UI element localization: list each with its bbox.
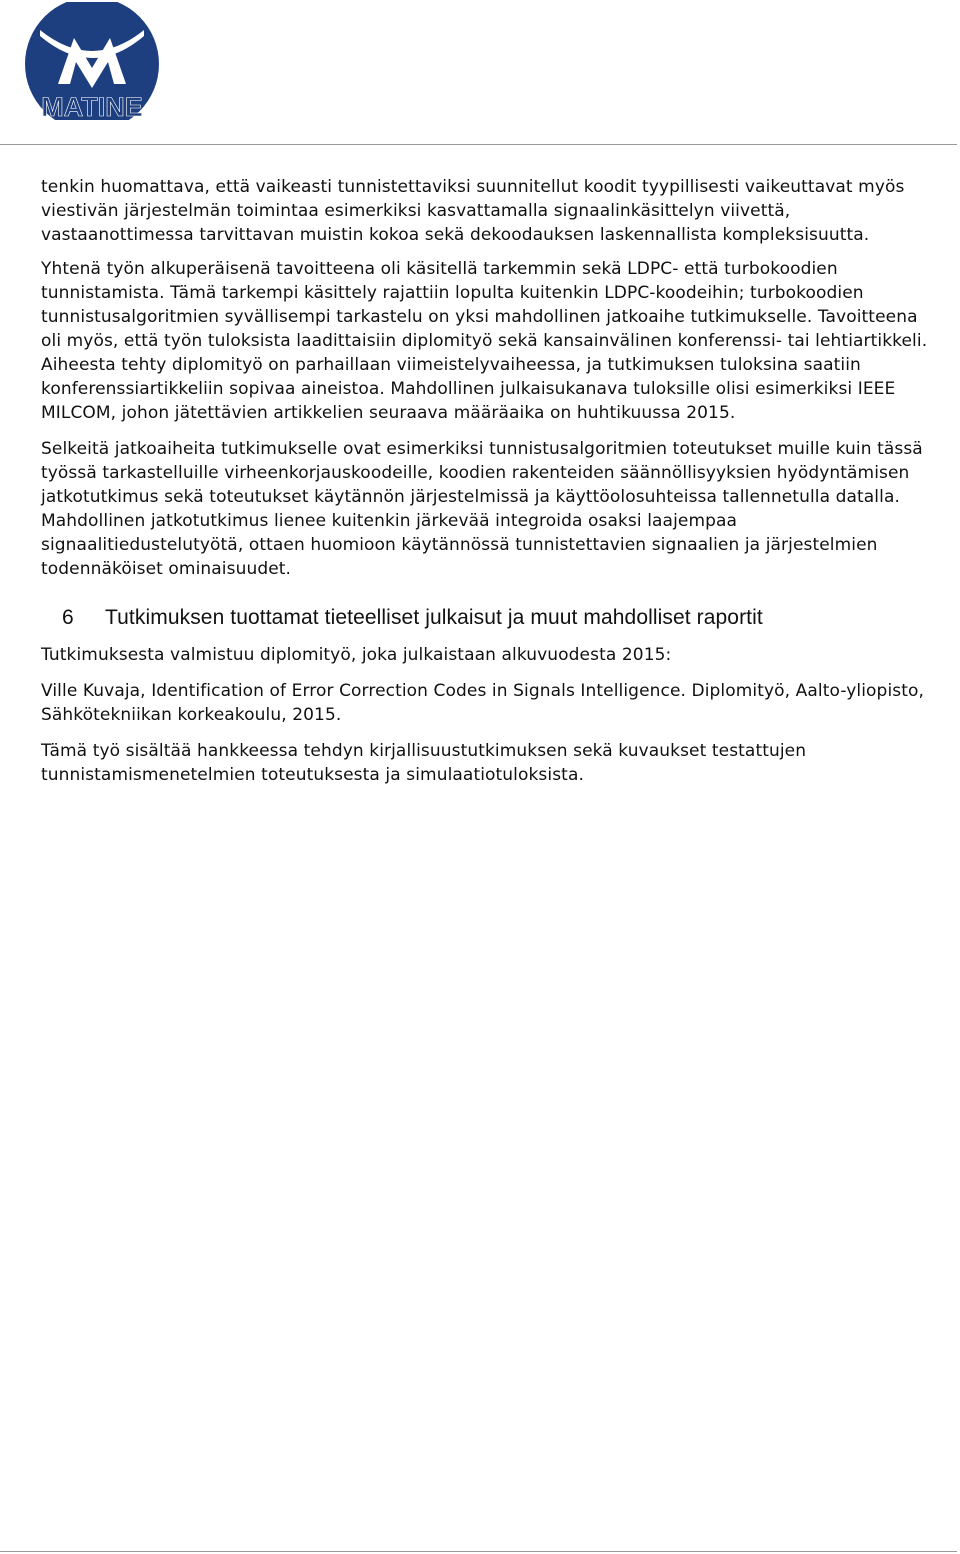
matine-logo xyxy=(22,2,162,120)
section-title: Tutkimuksen tuottamat tieteelliset julkaisut ja muut mahdolliset raportit xyxy=(105,606,763,629)
section-number: 6 xyxy=(62,606,74,629)
paragraph-2: Yhtenä työn alkuperäisenä tavoitteena oli käsitellä tarkemmin sekä LDPC- että turbokoodien tunnistamista. Tämä tarkempi käsittely rajattiin lopulta kuitenkin LDPC-koodeihin; turbokoodien tunnistusalgoritmien syvällisempi tarkastelu on yksi mahdollinen jatkoaihe tutkimukselle. Tavoitteena oli myös, että työn tuloksista laadittaisiin diplomityö sekä kansainvälinen konferenssi- tai lehtiartikkeli. Aiheesta tehty diplomityö on parhaillaan viimeistelyvaiheessa, ja tutkimuksen tuloksina saatiin konferenssiartikkeliin sopivaa aineistoa. Mahdollinen julkaisukanava tuloksille olisi esimerkiksi IEEE MILCOM, johon jätettävien artikkelien seuraava määräaika on huhtikuussa 2015. xyxy=(41,259,928,423)
paragraph-3: Selkeitä jatkoaiheita tutkimukselle ovat esimerkiksi tunnistusalgoritmien toteutukset muille kuin tässä työssä tarkastelluille virheenkorjauskoodeille, koodien rakenteiden säännöllisyyksien hyödyntämisen jatkotutkimus sekä toteutukset käytännön järjestelmissä ja käyttöolosuhteissa tallennetulla datalla. Mahdollinen jatkotutkimus lienee kuitenkin järkevää integroida osaksi laajempaa signaalitiedustelutyötä, ottaen huomioon käytännössä tunnistettavien signaalien ja järjestelmien todennäköiset ominaisuudet. xyxy=(41,439,923,579)
section-paragraph-3: Tämä työ sisältää hankkeessa tehdyn kirjallisuustutkimuksen sekä kuvaukset testattujen tunnistamismenetelmien toteutuksesta ja simulaatiotuloksista. xyxy=(41,741,807,785)
footer-divider xyxy=(0,1551,957,1552)
matine-logo-icon xyxy=(22,2,162,120)
document-body xyxy=(41,175,931,799)
publication-reference: Ville Kuvaja, Identification of Error Correction Codes in Signals Intelligence. Diplomityö, Aalto-yliopisto, Sähkötekniikan korkeakoulu, 2015. xyxy=(41,681,925,725)
header-divider xyxy=(0,144,957,145)
logo-text: MATINE xyxy=(41,92,143,120)
paragraph-1: tenkin huomattava, että vaikeasti tunnistettaviksi suunnitellut koodit tyypillisesti vaikeuttavat myös viestivän järjestelmän toimintaa esimerkiksi kasvattamalla signaalinkäsittelyn viivettä, vastaanottimessa tarvittavan muistin kokoa sekä dekoodauksen laskennallista kompleksisuutta. xyxy=(41,177,905,245)
section-heading xyxy=(41,605,931,631)
section-paragraph-1: Tutkimuksesta valmistuu diplomityö, joka julkaistaan alkuvuodesta 2015: xyxy=(41,645,672,665)
